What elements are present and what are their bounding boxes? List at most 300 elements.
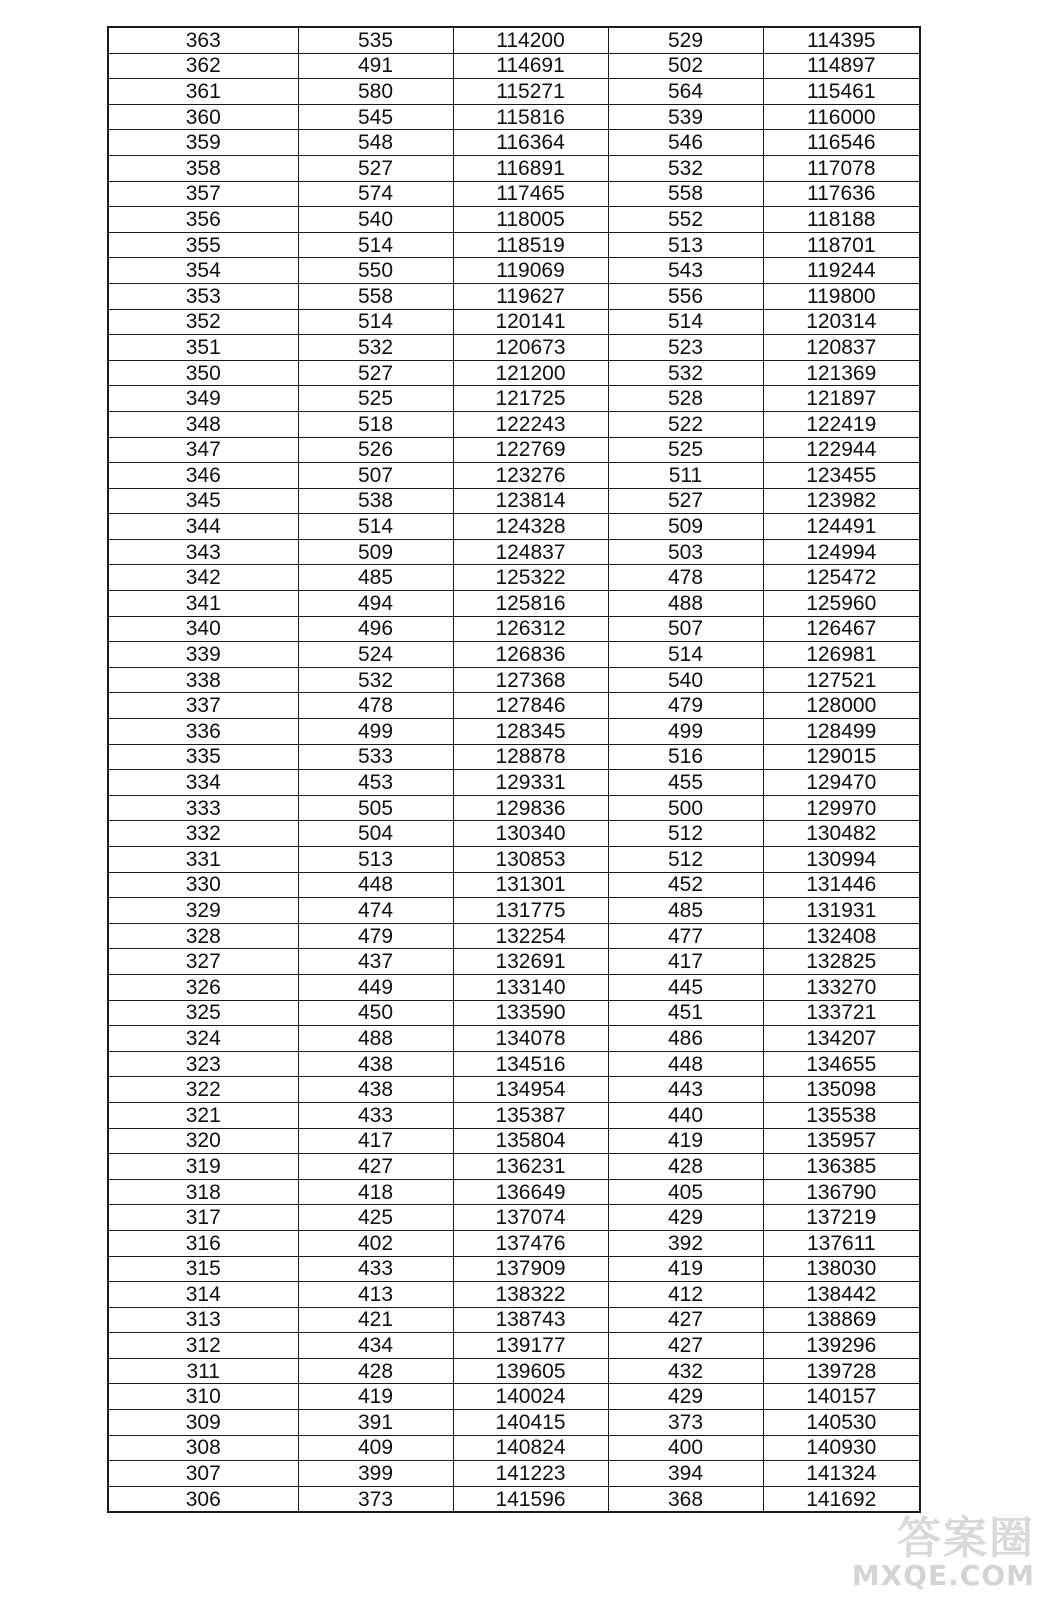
table-cell-cumulative-a: 140415 — [453, 1410, 608, 1436]
table-cell-cumulative-b: 141692 — [763, 1486, 920, 1512]
table-cell-cumulative-b: 129470 — [763, 770, 920, 796]
table-cell-count-b: 512 — [608, 847, 763, 873]
table-cell-cumulative-b: 118188 — [763, 207, 920, 233]
table-row — [108, 847, 920, 873]
table-cell-score: 335 — [108, 744, 298, 770]
table-cell-count-b: 558 — [608, 181, 763, 207]
table-row — [108, 974, 920, 1000]
table-cell-count-b: 532 — [608, 360, 763, 386]
table-cell-score: 361 — [108, 79, 298, 105]
table-cell-cumulative-a: 139605 — [453, 1358, 608, 1384]
table-cell-score: 344 — [108, 514, 298, 540]
table-cell-cumulative-b: 130994 — [763, 847, 920, 873]
table-cell-cumulative-a: 129331 — [453, 770, 608, 796]
table-cell-count-b: 485 — [608, 898, 763, 924]
table-body — [108, 27, 920, 1512]
table-cell-count-b: 445 — [608, 974, 763, 1000]
table-cell-cumulative-a: 133140 — [453, 974, 608, 1000]
table-cell-count-a: 580 — [298, 79, 453, 105]
table-cell-cumulative-b: 129970 — [763, 795, 920, 821]
table-cell-cumulative-b: 121897 — [763, 386, 920, 412]
table-cell-count-a: 474 — [298, 898, 453, 924]
table-cell-cumulative-b: 134207 — [763, 1026, 920, 1052]
table-cell-cumulative-a: 136649 — [453, 1179, 608, 1205]
table-cell-cumulative-a: 137476 — [453, 1230, 608, 1256]
table-cell-count-b: 500 — [608, 795, 763, 821]
table-cell-count-a: 509 — [298, 539, 453, 565]
table-cell-count-a: 409 — [298, 1435, 453, 1461]
table-cell-cumulative-b: 114897 — [763, 53, 920, 79]
table-cell-cumulative-b: 136790 — [763, 1179, 920, 1205]
table-cell-count-a: 419 — [298, 1384, 453, 1410]
table-cell-score: 316 — [108, 1230, 298, 1256]
table-cell-cumulative-b: 138030 — [763, 1256, 920, 1282]
table-cell-score: 363 — [108, 27, 298, 53]
table-cell-score: 330 — [108, 872, 298, 898]
table-cell-cumulative-a: 134078 — [453, 1026, 608, 1052]
table-row — [108, 79, 920, 105]
table-cell-count-a: 438 — [298, 1077, 453, 1103]
table-cell-cumulative-a: 126836 — [453, 642, 608, 668]
table-cell-cumulative-b: 132408 — [763, 923, 920, 949]
table-cell-score: 307 — [108, 1461, 298, 1487]
table-cell-cumulative-b: 122419 — [763, 411, 920, 437]
table-row — [108, 1000, 920, 1026]
table-cell-count-b: 525 — [608, 437, 763, 463]
table-cell-cumulative-a: 129836 — [453, 795, 608, 821]
table-cell-cumulative-a: 124328 — [453, 514, 608, 540]
table-cell-count-a: 417 — [298, 1128, 453, 1154]
table-cell-count-b: 478 — [608, 565, 763, 591]
table-cell-cumulative-b: 126467 — [763, 616, 920, 642]
table-cell-cumulative-b: 119800 — [763, 283, 920, 309]
table-cell-score: 314 — [108, 1282, 298, 1308]
table-cell-count-a: 428 — [298, 1358, 453, 1384]
table-cell-score: 342 — [108, 565, 298, 591]
table-cell-count-b: 529 — [608, 27, 763, 53]
table-cell-count-a: 479 — [298, 923, 453, 949]
table-cell-count-b: 513 — [608, 232, 763, 258]
table-row — [108, 1282, 920, 1308]
table-cell-cumulative-a: 138743 — [453, 1307, 608, 1333]
table-cell-count-a: 558 — [298, 283, 453, 309]
table-row — [108, 719, 920, 745]
table-cell-score: 341 — [108, 591, 298, 617]
table-row — [108, 258, 920, 284]
table-cell-score: 312 — [108, 1333, 298, 1359]
table-cell-cumulative-b: 123455 — [763, 463, 920, 489]
table-cell-score: 326 — [108, 974, 298, 1000]
table-row — [108, 642, 920, 668]
table-cell-count-b: 419 — [608, 1128, 763, 1154]
table-cell-count-a: 518 — [298, 411, 453, 437]
table-cell-score: 350 — [108, 360, 298, 386]
table-row — [108, 181, 920, 207]
table-cell-cumulative-a: 134954 — [453, 1077, 608, 1103]
table-cell-count-a: 478 — [298, 693, 453, 719]
table-row — [108, 437, 920, 463]
table-cell-count-a: 507 — [298, 463, 453, 489]
table-row — [108, 1384, 920, 1410]
table-cell-score: 319 — [108, 1154, 298, 1180]
table-cell-cumulative-a: 125816 — [453, 591, 608, 617]
table-cell-count-a: 533 — [298, 744, 453, 770]
table-cell-count-a: 535 — [298, 27, 453, 53]
table-cell-cumulative-a: 118005 — [453, 207, 608, 233]
table-cell-score: 357 — [108, 181, 298, 207]
table-cell-cumulative-b: 134655 — [763, 1051, 920, 1077]
table-cell-cumulative-b: 132825 — [763, 949, 920, 975]
table-row — [108, 1154, 920, 1180]
table-cell-score: 321 — [108, 1102, 298, 1128]
table-cell-count-b: 499 — [608, 719, 763, 745]
table-cell-score: 353 — [108, 283, 298, 309]
table-cell-count-b: 405 — [608, 1179, 763, 1205]
table-cell-cumulative-b: 125960 — [763, 591, 920, 617]
table-cell-score: 354 — [108, 258, 298, 284]
table-cell-score: 318 — [108, 1179, 298, 1205]
table-cell-cumulative-a: 141223 — [453, 1461, 608, 1487]
table-cell-count-a: 399 — [298, 1461, 453, 1487]
table-row — [108, 27, 920, 53]
table-cell-score: 358 — [108, 155, 298, 181]
table-cell-count-b: 400 — [608, 1435, 763, 1461]
table-cell-count-a: 514 — [298, 514, 453, 540]
table-row — [108, 949, 920, 975]
table-cell-count-a: 527 — [298, 360, 453, 386]
table-cell-cumulative-a: 132691 — [453, 949, 608, 975]
table-cell-cumulative-b: 131931 — [763, 898, 920, 924]
table-cell-count-a: 433 — [298, 1256, 453, 1282]
table-cell-score: 345 — [108, 488, 298, 514]
table-cell-cumulative-b: 130482 — [763, 821, 920, 847]
table-cell-cumulative-a: 123814 — [453, 488, 608, 514]
table-cell-cumulative-b: 117078 — [763, 155, 920, 181]
table-cell-count-b: 514 — [608, 309, 763, 335]
table-cell-cumulative-b: 129015 — [763, 744, 920, 770]
table-row — [108, 1128, 920, 1154]
table-cell-cumulative-a: 139177 — [453, 1333, 608, 1359]
table-cell-score: 324 — [108, 1026, 298, 1052]
table-cell-cumulative-a: 133590 — [453, 1000, 608, 1026]
table-cell-cumulative-b: 133721 — [763, 1000, 920, 1026]
table-cell-score: 311 — [108, 1358, 298, 1384]
table-row — [108, 130, 920, 156]
table-cell-count-a: 433 — [298, 1102, 453, 1128]
table-cell-count-b: 440 — [608, 1102, 763, 1128]
table-cell-count-b: 540 — [608, 667, 763, 693]
table-cell-score: 359 — [108, 130, 298, 156]
table-cell-count-b: 512 — [608, 821, 763, 847]
table-cell-score: 346 — [108, 463, 298, 489]
table-cell-count-b: 455 — [608, 770, 763, 796]
table-cell-cumulative-b: 135957 — [763, 1128, 920, 1154]
table-row — [108, 923, 920, 949]
table-cell-count-a: 526 — [298, 437, 453, 463]
table-cell-count-b: 509 — [608, 514, 763, 540]
table-cell-cumulative-b: 120837 — [763, 335, 920, 361]
table-cell-count-b: 527 — [608, 488, 763, 514]
table-cell-count-a: 545 — [298, 104, 453, 130]
table-cell-cumulative-b: 128000 — [763, 693, 920, 719]
table-cell-count-a: 513 — [298, 847, 453, 873]
table-cell-count-a: 499 — [298, 719, 453, 745]
table-cell-cumulative-a: 122769 — [453, 437, 608, 463]
table-cell-count-b: 448 — [608, 1051, 763, 1077]
table-cell-cumulative-b: 138869 — [763, 1307, 920, 1333]
table-cell-cumulative-a: 119069 — [453, 258, 608, 284]
table-cell-score: 313 — [108, 1307, 298, 1333]
table-cell-cumulative-a: 122243 — [453, 411, 608, 437]
table-cell-count-a: 504 — [298, 821, 453, 847]
table-cell-cumulative-b: 120314 — [763, 309, 920, 335]
table-cell-score: 322 — [108, 1077, 298, 1103]
table-cell-cumulative-a: 120141 — [453, 309, 608, 335]
table-cell-count-b: 432 — [608, 1358, 763, 1384]
table-cell-cumulative-a: 130340 — [453, 821, 608, 847]
table-cell-count-a: 538 — [298, 488, 453, 514]
table-cell-score: 309 — [108, 1410, 298, 1436]
table-cell-score: 349 — [108, 386, 298, 412]
table-row — [108, 53, 920, 79]
table-cell-cumulative-a: 135387 — [453, 1102, 608, 1128]
table-cell-count-a: 434 — [298, 1333, 453, 1359]
table-cell-count-b: 514 — [608, 642, 763, 668]
table-row — [108, 1230, 920, 1256]
table-cell-count-a: 494 — [298, 591, 453, 617]
table-cell-cumulative-b: 128499 — [763, 719, 920, 745]
table-row — [108, 1256, 920, 1282]
table-cell-cumulative-a: 118519 — [453, 232, 608, 258]
table-cell-count-b: 511 — [608, 463, 763, 489]
table-cell-count-b: 523 — [608, 335, 763, 361]
table-cell-score: 337 — [108, 693, 298, 719]
table-cell-cumulative-b: 137219 — [763, 1205, 920, 1231]
table-cell-score: 325 — [108, 1000, 298, 1026]
table-cell-count-b: 429 — [608, 1384, 763, 1410]
table-row — [108, 1410, 920, 1436]
table-cell-count-a: 574 — [298, 181, 453, 207]
table-cell-cumulative-b: 116546 — [763, 130, 920, 156]
table-row — [108, 667, 920, 693]
table-row — [108, 360, 920, 386]
table-row — [108, 1486, 920, 1512]
watermark — [849, 1502, 1039, 1592]
table-cell-cumulative-b: 123982 — [763, 488, 920, 514]
table-row — [108, 1205, 920, 1231]
table-cell-cumulative-b: 135098 — [763, 1077, 920, 1103]
table-row — [108, 1102, 920, 1128]
table-cell-count-b: 394 — [608, 1461, 763, 1487]
table-cell-count-b: 522 — [608, 411, 763, 437]
table-cell-cumulative-a: 137074 — [453, 1205, 608, 1231]
table-cell-count-b: 516 — [608, 744, 763, 770]
table-row — [108, 232, 920, 258]
table-row — [108, 1358, 920, 1384]
table-cell-count-a: 450 — [298, 1000, 453, 1026]
table-row — [108, 770, 920, 796]
table-cell-count-a: 532 — [298, 667, 453, 693]
table-cell-count-b: 486 — [608, 1026, 763, 1052]
table-cell-count-b: 451 — [608, 1000, 763, 1026]
table-cell-count-b: 503 — [608, 539, 763, 565]
table-cell-count-a: 413 — [298, 1282, 453, 1308]
table-cell-cumulative-a: 134516 — [453, 1051, 608, 1077]
table-row — [108, 744, 920, 770]
table-cell-count-a: 514 — [298, 232, 453, 258]
table-cell-cumulative-a: 119627 — [453, 283, 608, 309]
table-cell-cumulative-b: 136385 — [763, 1154, 920, 1180]
table-cell-count-a: 548 — [298, 130, 453, 156]
table-row — [108, 1179, 920, 1205]
table-cell-score: 327 — [108, 949, 298, 975]
table-cell-cumulative-a: 117465 — [453, 181, 608, 207]
table-cell-cumulative-a: 127368 — [453, 667, 608, 693]
table-cell-cumulative-b: 135538 — [763, 1102, 920, 1128]
table-cell-cumulative-a: 124837 — [453, 539, 608, 565]
table-row — [108, 104, 920, 130]
table-cell-cumulative-b: 124491 — [763, 514, 920, 540]
table-cell-count-a: 505 — [298, 795, 453, 821]
table-cell-score: 315 — [108, 1256, 298, 1282]
table-cell-score: 348 — [108, 411, 298, 437]
table-cell-score: 360 — [108, 104, 298, 130]
table-cell-cumulative-a: 137909 — [453, 1256, 608, 1282]
table-cell-count-b: 556 — [608, 283, 763, 309]
table-cell-count-a: 402 — [298, 1230, 453, 1256]
table-cell-count-b: 443 — [608, 1077, 763, 1103]
table-cell-cumulative-a: 138322 — [453, 1282, 608, 1308]
table-cell-cumulative-a: 135804 — [453, 1128, 608, 1154]
table-cell-cumulative-a: 121725 — [453, 386, 608, 412]
table-cell-score: 329 — [108, 898, 298, 924]
table-cell-cumulative-b: 139728 — [763, 1358, 920, 1384]
table-row — [108, 616, 920, 642]
table-cell-score: 332 — [108, 821, 298, 847]
table-cell-count-b: 564 — [608, 79, 763, 105]
table-cell-count-b: 543 — [608, 258, 763, 284]
table-cell-cumulative-a: 126312 — [453, 616, 608, 642]
table-cell-score: 362 — [108, 53, 298, 79]
table-row — [108, 386, 920, 412]
table-cell-count-a: 425 — [298, 1205, 453, 1231]
table-cell-count-b: 368 — [608, 1486, 763, 1512]
table-cell-cumulative-a: 132254 — [453, 923, 608, 949]
table-cell-cumulative-a: 128878 — [453, 744, 608, 770]
table-cell-count-a: 514 — [298, 309, 453, 335]
table-cell-cumulative-b: 141324 — [763, 1461, 920, 1487]
table-cell-count-a: 449 — [298, 974, 453, 1000]
table-cell-cumulative-a: 127846 — [453, 693, 608, 719]
table-cell-cumulative-b: 140930 — [763, 1435, 920, 1461]
table-cell-score: 323 — [108, 1051, 298, 1077]
table-cell-count-b: 419 — [608, 1256, 763, 1282]
table-cell-count-a: 453 — [298, 770, 453, 796]
table-cell-cumulative-a: 130853 — [453, 847, 608, 873]
table-cell-count-a: 448 — [298, 872, 453, 898]
table-cell-score: 308 — [108, 1435, 298, 1461]
table-cell-count-b: 392 — [608, 1230, 763, 1256]
table-row — [108, 565, 920, 591]
table-cell-score: 331 — [108, 847, 298, 873]
table-cell-cumulative-b: 139296 — [763, 1333, 920, 1359]
table-cell-count-b: 477 — [608, 923, 763, 949]
table-cell-cumulative-b: 131446 — [763, 872, 920, 898]
table-cell-cumulative-b: 137611 — [763, 1230, 920, 1256]
table-cell-count-a: 485 — [298, 565, 453, 591]
table-cell-cumulative-a: 141596 — [453, 1486, 608, 1512]
table-cell-score: 351 — [108, 335, 298, 361]
table-cell-cumulative-a: 136231 — [453, 1154, 608, 1180]
table-cell-cumulative-b: 121369 — [763, 360, 920, 386]
table-cell-cumulative-a: 116891 — [453, 155, 608, 181]
table-cell-score: 352 — [108, 309, 298, 335]
table-cell-cumulative-b: 125472 — [763, 565, 920, 591]
table-cell-count-a: 491 — [298, 53, 453, 79]
watermark-url: MXQE.COM — [851, 1559, 1035, 1592]
table-cell-score: 336 — [108, 719, 298, 745]
table-cell-cumulative-a: 140824 — [453, 1435, 608, 1461]
table-cell-cumulative-b: 119244 — [763, 258, 920, 284]
table-cell-count-a: 438 — [298, 1051, 453, 1077]
table-cell-cumulative-a: 120673 — [453, 335, 608, 361]
table-cell-cumulative-a: 121200 — [453, 360, 608, 386]
table-cell-score: 310 — [108, 1384, 298, 1410]
table-cell-count-b: 417 — [608, 949, 763, 975]
table-row — [108, 207, 920, 233]
table-cell-count-b: 429 — [608, 1205, 763, 1231]
table-cell-score: 317 — [108, 1205, 298, 1231]
table-cell-cumulative-b: 124994 — [763, 539, 920, 565]
table-row — [108, 1435, 920, 1461]
table-cell-count-b: 528 — [608, 386, 763, 412]
table-cell-count-a: 437 — [298, 949, 453, 975]
table-cell-count-a: 532 — [298, 335, 453, 361]
table-cell-score: 338 — [108, 667, 298, 693]
table-cell-count-b: 546 — [608, 130, 763, 156]
table-row — [108, 539, 920, 565]
table-cell-cumulative-a: 125322 — [453, 565, 608, 591]
table-cell-cumulative-b: 115461 — [763, 79, 920, 105]
table-cell-cumulative-a: 114200 — [453, 27, 608, 53]
table-row — [108, 898, 920, 924]
table-cell-count-a: 488 — [298, 1026, 453, 1052]
table-cell-cumulative-b: 126981 — [763, 642, 920, 668]
table-cell-cumulative-b: 133270 — [763, 974, 920, 1000]
table-cell-count-b: 532 — [608, 155, 763, 181]
table-cell-count-b: 427 — [608, 1333, 763, 1359]
table-row — [108, 488, 920, 514]
table-row — [108, 309, 920, 335]
table-cell-cumulative-a: 123276 — [453, 463, 608, 489]
table-cell-count-a: 373 — [298, 1486, 453, 1512]
table-cell-count-b: 488 — [608, 591, 763, 617]
table-cell-score: 356 — [108, 207, 298, 233]
table-row — [108, 155, 920, 181]
table-row — [108, 463, 920, 489]
table-cell-count-a: 421 — [298, 1307, 453, 1333]
table-cell-count-b: 502 — [608, 53, 763, 79]
table-cell-cumulative-b: 116000 — [763, 104, 920, 130]
table-cell-score: 306 — [108, 1486, 298, 1512]
table-cell-count-b: 539 — [608, 104, 763, 130]
table-cell-cumulative-a: 131301 — [453, 872, 608, 898]
table-cell-count-b: 373 — [608, 1410, 763, 1436]
table-cell-count-b: 412 — [608, 1282, 763, 1308]
table-cell-cumulative-b: 114395 — [763, 27, 920, 53]
table-cell-score: 343 — [108, 539, 298, 565]
table-cell-score: 333 — [108, 795, 298, 821]
